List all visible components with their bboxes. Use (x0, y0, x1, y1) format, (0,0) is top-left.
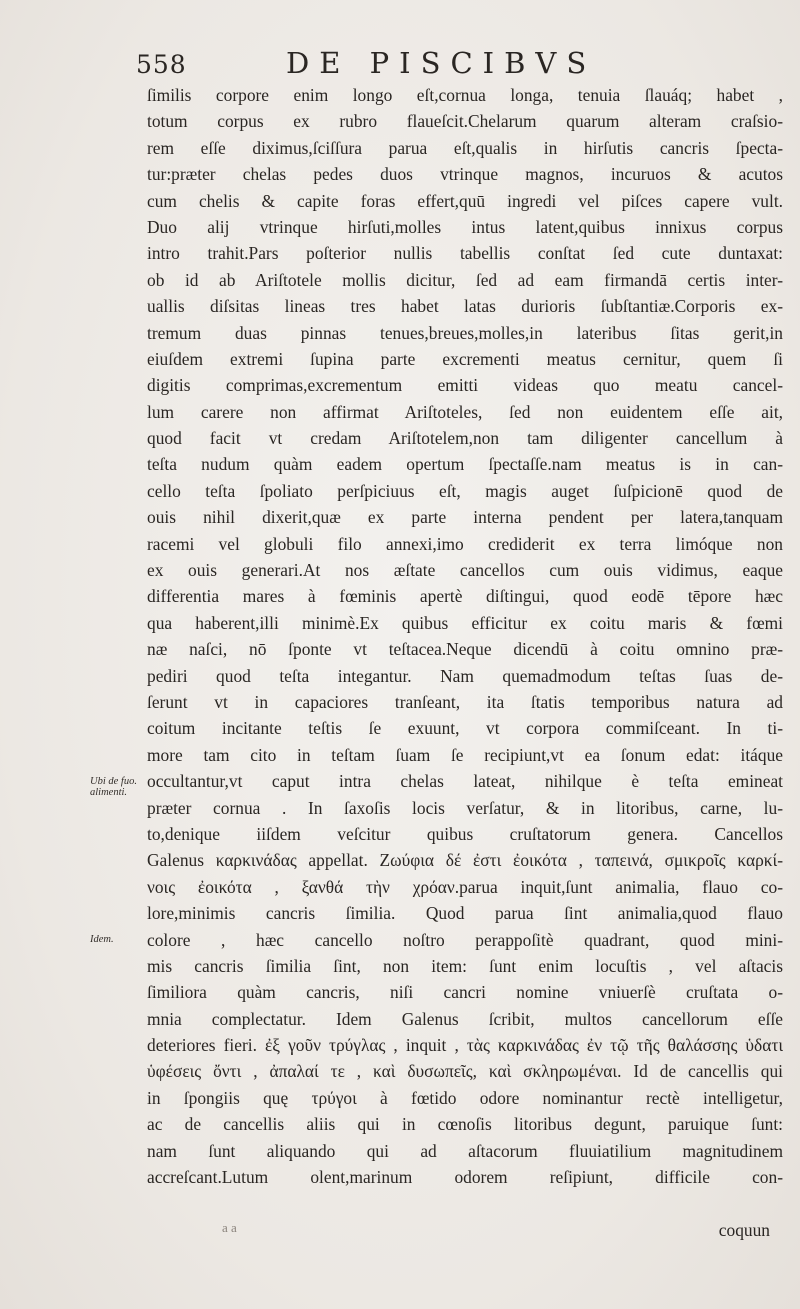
catchword: coquun (718, 1220, 770, 1240)
text-line: pediri quod teſta integantur. Nam quemadmodum teſtas ſuas de- (147, 665, 783, 686)
text-line: ouis nihil dixerit,quæ ex parte interna pendent per latera,tanquam (147, 507, 783, 528)
folio-number: 558 (136, 50, 187, 79)
text-line: næ naſci, nō ſponte vt teſtacea.Neque dicendū à coitu omnino præ- (147, 639, 783, 660)
text-line: intro trahit.Pars poſterior nullis tabellis conſtat ſed cute duntaxat: (147, 243, 783, 264)
text-line: coitum incitante teſtis ſe exuunt, vt corpora commiſceant. In ti- (147, 718, 783, 739)
text-line: νοις ἐοικότα , ξανθά τὴν χρόαν.parua inquit,ſunt animalia, flauo co- (147, 876, 783, 897)
text-line: totum corpus ex rubro flaueſcit.Chelarum quarum alteram craſsio- (147, 111, 783, 132)
text-line: eiuſdem extremi ſupina parte excrementi meatus cernitur, quem ſi (147, 348, 783, 369)
text-line: nam ſunt aliquando qui ad aſtacorum fluuiatilium magnitudinem (147, 1140, 783, 1161)
text-line: tur:præter chelas pedes duos vtrinque magnos, incuruos & acutos (147, 164, 783, 185)
text-line: præter cornua . In ſaxoſis locis verſatur, & in litoribus, carne, lu- (147, 797, 783, 818)
text-line: in ſpongiis quę τρύγοι à fœtido odore nominantur rectè intelligetur, (147, 1087, 783, 1108)
text-line: ex ouis generari.At nos æſtate cancellos cum ouis vidimus, eaque (147, 560, 783, 581)
signature-mark: a a (222, 1220, 237, 1235)
text-line: qua haberent,illi minimè.Ex quibus efficitur ex coitu maris & fœmi (147, 612, 783, 633)
text-line: ὑφέσεις ὄντι , ἀπαλαί τε , καὶ δυσωπεῖς, καὶ σκληρωμέναι. Id de cancellis qui (147, 1061, 783, 1082)
text-line: ſerunt vt in capaciores tranſeant, ita ſtatis temporibus natura ad (147, 691, 783, 712)
text-line: ob id ab Ariſtotele mollis dicitur, ſed ad eam firmandā certis inter- (147, 269, 783, 290)
body-text (147, 82, 783, 1190)
text-line: ac de cancellis aliis qui in cœnoſis litoribus degunt, paruique ſunt: (147, 1114, 783, 1135)
page-header (136, 46, 776, 86)
text-line: occultantur,vt caput intra chelas lateat, nihilque è teſta emineat (147, 771, 783, 792)
text-line: ſimiliora quàm cancris, niſi cancri nomine vniuerſè cruſtata o- (147, 982, 783, 1003)
text-line: cum chelis & capite foras effert,quū ingredi vel piſces capere vult. (147, 190, 783, 211)
text-line: mis cancris ſimilia ſint, non item: ſunt enim locuſtis , vel aſtacis (147, 955, 783, 976)
text-line: teſta nudum quàm eadem opertum ſpectaſſe.nam meatus is in can- (147, 454, 783, 475)
text-line: lore,minimis cancris ſimilia. Quod parua ſint animalia,quod flauo (147, 903, 783, 924)
running-title: DE PISCIBVS (286, 46, 597, 80)
text-line: colore , hæc cancello noſtro perappoſitè quadrant, quod mini- (147, 929, 783, 950)
text-line: cello teſta ſpoliato perſpiciuus eſt, magis auget ſuſpicionē quod de (147, 480, 783, 501)
text-line: to,denique iiſdem veſcitur quibus cruſtatorum genera. Cancellos (147, 823, 783, 844)
margin-note: Idem. (90, 934, 114, 945)
text-line: Duo alij vtrinque hirſuti,molles intus latent,quibus innixus corpus (147, 216, 783, 237)
text-line: racemi vel globuli filo annexi,imo crediderit ex terra limóque non (147, 533, 783, 554)
text-line: Galenus καρκινάδας appellat. Ζωύφια δέ ἐστι ἐοικότα , ταπεινά, σμικροῖς καρκί- (147, 850, 783, 871)
text-line: rem eſſe diximus,ſciſſura parua eſt,qualis in hirſutis cancris ſpecta- (147, 137, 783, 158)
text-line: mnia complectatur. Idem Galenus ſcribit, multos cancellorum eſſe (147, 1008, 783, 1029)
text-line: uallis diſsitas lineas tres habet latas durioris ſubſtantiæ.Corporis ex- (147, 296, 783, 317)
margin-note: Ubi de fuo. alimenti. (90, 776, 137, 798)
text-line: more tam cito in teſtam ſuam ſe recipiunt,vt ea ſonum edat: itáque (147, 744, 783, 765)
text-line: lum carere non affirmat Ariſtoteles, ſed non euidentem eſſe ait, (147, 401, 783, 422)
text-line: quod facit vt credam Ariſtotelem,non tam diligenter cancellum à (147, 428, 783, 449)
text-line: ſimilis corpore enim longo eſt,cornua longa, tenuia ſlauáq; habet , (147, 85, 783, 105)
text-line: accreſcant.Lutum olent,marinum odorem reſipiunt, difficile con- (147, 1167, 783, 1188)
text-line: deteriores fieri. ἐξ γοῦν τρύγλας , inquit , τὰς καρκινάδας ἐν τῷ τῆς θαλάσσης ὑδατι (147, 1035, 783, 1056)
text-line: differentia mares à fœminis apertè diſtingui, quod eodē tēpore hæc (147, 586, 783, 607)
text-line: digitis comprimas,excrementum emitti videas quo meatu cancel- (147, 375, 783, 396)
text-line: tremum duas pinnas tenues,breues,molles,in lateribus ſitas gerit,in (147, 322, 783, 343)
